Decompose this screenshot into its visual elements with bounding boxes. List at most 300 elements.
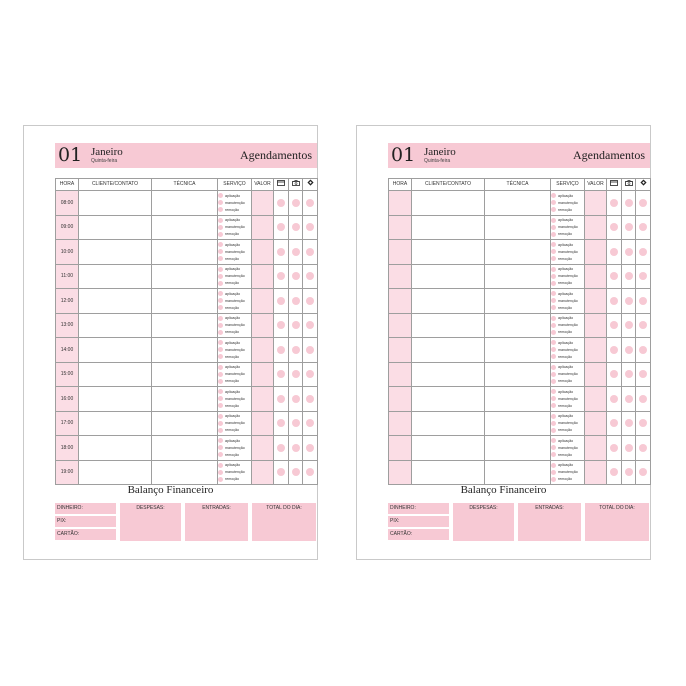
client-cell[interactable] bbox=[79, 289, 152, 314]
service-option[interactable] bbox=[551, 339, 584, 346]
radio-dot-icon[interactable] bbox=[551, 200, 556, 205]
payment-checkbox-circle[interactable] bbox=[610, 419, 618, 427]
radio-dot-icon[interactable] bbox=[551, 445, 556, 450]
service-option[interactable] bbox=[218, 266, 251, 273]
client-cell[interactable] bbox=[412, 411, 485, 436]
pix-field[interactable]: PIX: bbox=[55, 516, 116, 527]
service-option[interactable] bbox=[218, 462, 251, 469]
service-option[interactable] bbox=[551, 231, 584, 238]
income-field[interactable]: ENTRADAS: bbox=[185, 503, 248, 541]
tech-cell[interactable] bbox=[485, 460, 551, 485]
payment-checkbox-circle[interactable] bbox=[610, 444, 618, 452]
payment-checkbox-circle[interactable] bbox=[625, 419, 633, 427]
radio-dot-icon[interactable] bbox=[218, 207, 223, 212]
service-option[interactable] bbox=[218, 353, 251, 360]
radio-dot-icon[interactable] bbox=[551, 242, 556, 247]
radio-dot-icon[interactable] bbox=[551, 316, 556, 321]
value-cell[interactable] bbox=[585, 338, 607, 363]
radio-dot-icon[interactable] bbox=[218, 365, 223, 370]
service-option[interactable] bbox=[218, 420, 251, 427]
service-option[interactable] bbox=[218, 255, 251, 262]
payment-checkbox-circle[interactable] bbox=[292, 419, 300, 427]
service-option[interactable] bbox=[551, 388, 584, 395]
payment-checkbox-circle[interactable] bbox=[306, 419, 314, 427]
radio-dot-icon[interactable] bbox=[218, 193, 223, 198]
radio-dot-icon[interactable] bbox=[218, 323, 223, 328]
service-option[interactable] bbox=[218, 378, 251, 385]
payment-checkbox-circle[interactable] bbox=[639, 444, 647, 452]
radio-dot-icon[interactable] bbox=[218, 267, 223, 272]
client-cell[interactable] bbox=[79, 215, 152, 240]
payment-checkbox-circle[interactable] bbox=[610, 297, 618, 305]
payment-checkbox-circle[interactable] bbox=[277, 223, 285, 231]
client-cell[interactable] bbox=[79, 264, 152, 289]
service-option[interactable] bbox=[551, 395, 584, 402]
hour-cell[interactable] bbox=[389, 338, 412, 363]
hour-cell[interactable] bbox=[389, 264, 412, 289]
radio-dot-icon[interactable] bbox=[551, 421, 556, 426]
service-option[interactable] bbox=[551, 469, 584, 476]
hour-cell[interactable] bbox=[389, 289, 412, 314]
payment-checkbox-circle[interactable] bbox=[306, 370, 314, 378]
radio-dot-icon[interactable] bbox=[551, 354, 556, 359]
radio-dot-icon[interactable] bbox=[218, 403, 223, 408]
payment-checkbox-circle[interactable] bbox=[306, 321, 314, 329]
tech-cell[interactable] bbox=[485, 215, 551, 240]
radio-dot-icon[interactable] bbox=[218, 274, 223, 279]
payment-checkbox-circle[interactable] bbox=[610, 321, 618, 329]
service-option[interactable] bbox=[551, 248, 584, 255]
client-cell[interactable] bbox=[79, 387, 152, 412]
hour-cell[interactable] bbox=[389, 215, 412, 240]
radio-dot-icon[interactable] bbox=[218, 281, 223, 286]
tech-cell[interactable] bbox=[152, 436, 218, 461]
payment-checkbox-circle[interactable] bbox=[292, 444, 300, 452]
value-cell[interactable] bbox=[252, 289, 274, 314]
client-cell[interactable] bbox=[79, 313, 152, 338]
client-cell[interactable] bbox=[79, 460, 152, 485]
payment-checkbox-circle[interactable] bbox=[292, 297, 300, 305]
radio-dot-icon[interactable] bbox=[218, 421, 223, 426]
service-option[interactable] bbox=[218, 241, 251, 248]
radio-dot-icon[interactable] bbox=[218, 347, 223, 352]
radio-dot-icon[interactable] bbox=[551, 389, 556, 394]
service-option[interactable] bbox=[551, 346, 584, 353]
payment-checkbox-circle[interactable] bbox=[306, 297, 314, 305]
payment-checkbox-circle[interactable] bbox=[610, 223, 618, 231]
service-option[interactable] bbox=[551, 427, 584, 434]
tech-cell[interactable] bbox=[485, 240, 551, 265]
payment-checkbox-circle[interactable] bbox=[306, 468, 314, 476]
payment-checkbox-circle[interactable] bbox=[639, 321, 647, 329]
payment-checkbox-circle[interactable] bbox=[625, 199, 633, 207]
radio-dot-icon[interactable] bbox=[218, 477, 223, 482]
service-option[interactable] bbox=[218, 402, 251, 409]
radio-dot-icon[interactable] bbox=[551, 372, 556, 377]
service-option[interactable] bbox=[551, 290, 584, 297]
client-cell[interactable] bbox=[412, 436, 485, 461]
value-cell[interactable] bbox=[252, 362, 274, 387]
tech-cell[interactable] bbox=[152, 460, 218, 485]
service-option[interactable] bbox=[551, 402, 584, 409]
radio-dot-icon[interactable] bbox=[551, 291, 556, 296]
value-cell[interactable] bbox=[252, 215, 274, 240]
radio-dot-icon[interactable] bbox=[218, 470, 223, 475]
value-cell[interactable] bbox=[252, 264, 274, 289]
service-option[interactable] bbox=[551, 413, 584, 420]
service-option[interactable] bbox=[551, 315, 584, 322]
payment-checkbox-circle[interactable] bbox=[277, 444, 285, 452]
radio-dot-icon[interactable] bbox=[551, 256, 556, 261]
radio-dot-icon[interactable] bbox=[551, 438, 556, 443]
service-option[interactable] bbox=[218, 364, 251, 371]
service-option[interactable] bbox=[218, 248, 251, 255]
radio-dot-icon[interactable] bbox=[551, 452, 556, 457]
payment-checkbox-circle[interactable] bbox=[625, 321, 633, 329]
client-cell[interactable] bbox=[79, 338, 152, 363]
radio-dot-icon[interactable] bbox=[218, 452, 223, 457]
payment-checkbox-circle[interactable] bbox=[292, 346, 300, 354]
tech-cell[interactable] bbox=[485, 313, 551, 338]
radio-dot-icon[interactable] bbox=[218, 354, 223, 359]
payment-checkbox-circle[interactable] bbox=[639, 419, 647, 427]
value-cell[interactable] bbox=[585, 460, 607, 485]
payment-checkbox-circle[interactable] bbox=[277, 248, 285, 256]
payment-checkbox-circle[interactable] bbox=[292, 370, 300, 378]
service-option[interactable] bbox=[218, 469, 251, 476]
radio-dot-icon[interactable] bbox=[551, 232, 556, 237]
value-cell[interactable] bbox=[585, 436, 607, 461]
service-option[interactable] bbox=[218, 280, 251, 287]
radio-dot-icon[interactable] bbox=[551, 225, 556, 230]
radio-dot-icon[interactable] bbox=[551, 323, 556, 328]
radio-dot-icon[interactable] bbox=[551, 249, 556, 254]
payment-checkbox-circle[interactable] bbox=[292, 248, 300, 256]
radio-dot-icon[interactable] bbox=[218, 379, 223, 384]
value-cell[interactable] bbox=[585, 215, 607, 240]
radio-dot-icon[interactable] bbox=[551, 207, 556, 212]
payment-checkbox-circle[interactable] bbox=[277, 321, 285, 329]
radio-dot-icon[interactable] bbox=[218, 249, 223, 254]
radio-dot-icon[interactable] bbox=[551, 305, 556, 310]
pix-field[interactable]: PIX: bbox=[388, 516, 449, 527]
payment-checkbox-circle[interactable] bbox=[625, 297, 633, 305]
service-option[interactable] bbox=[551, 371, 584, 378]
service-option[interactable] bbox=[218, 437, 251, 444]
payment-checkbox-circle[interactable] bbox=[610, 272, 618, 280]
tech-cell[interactable] bbox=[485, 289, 551, 314]
radio-dot-icon[interactable] bbox=[551, 470, 556, 475]
payment-checkbox-circle[interactable] bbox=[610, 199, 618, 207]
value-cell[interactable] bbox=[252, 240, 274, 265]
tech-cell[interactable] bbox=[152, 362, 218, 387]
radio-dot-icon[interactable] bbox=[551, 403, 556, 408]
service-option[interactable] bbox=[551, 217, 584, 224]
hour-cell[interactable] bbox=[389, 313, 412, 338]
radio-dot-icon[interactable] bbox=[218, 414, 223, 419]
service-option[interactable] bbox=[218, 444, 251, 451]
payment-checkbox-circle[interactable] bbox=[625, 223, 633, 231]
payment-checkbox-circle[interactable] bbox=[292, 395, 300, 403]
service-option[interactable] bbox=[551, 451, 584, 458]
client-cell[interactable] bbox=[412, 240, 485, 265]
payment-checkbox-circle[interactable] bbox=[610, 248, 618, 256]
payment-checkbox-circle[interactable] bbox=[625, 444, 633, 452]
value-cell[interactable] bbox=[585, 313, 607, 338]
payment-checkbox-circle[interactable] bbox=[639, 395, 647, 403]
radio-dot-icon[interactable] bbox=[218, 463, 223, 468]
radio-dot-icon[interactable] bbox=[551, 330, 556, 335]
daily-total-field[interactable]: TOTAL DO DIA: bbox=[585, 503, 649, 541]
service-option[interactable] bbox=[551, 304, 584, 311]
radio-dot-icon[interactable] bbox=[218, 225, 223, 230]
card-field[interactable]: CARTÃO: bbox=[388, 529, 449, 540]
service-option[interactable] bbox=[218, 413, 251, 420]
payment-checkbox-circle[interactable] bbox=[292, 468, 300, 476]
service-option[interactable] bbox=[218, 451, 251, 458]
payment-checkbox-circle[interactable] bbox=[292, 272, 300, 280]
service-option[interactable] bbox=[551, 266, 584, 273]
client-cell[interactable] bbox=[412, 362, 485, 387]
value-cell[interactable] bbox=[585, 387, 607, 412]
service-option[interactable] bbox=[551, 476, 584, 483]
payment-checkbox-circle[interactable] bbox=[639, 297, 647, 305]
client-cell[interactable] bbox=[412, 387, 485, 412]
radio-dot-icon[interactable] bbox=[551, 340, 556, 345]
payment-checkbox-circle[interactable] bbox=[306, 272, 314, 280]
value-cell[interactable] bbox=[252, 436, 274, 461]
service-option[interactable] bbox=[218, 199, 251, 206]
service-option[interactable] bbox=[218, 339, 251, 346]
client-cell[interactable] bbox=[412, 215, 485, 240]
payment-checkbox-circle[interactable] bbox=[639, 223, 647, 231]
radio-dot-icon[interactable] bbox=[218, 428, 223, 433]
tech-cell[interactable] bbox=[485, 338, 551, 363]
payment-checkbox-circle[interactable] bbox=[306, 199, 314, 207]
service-option[interactable] bbox=[218, 371, 251, 378]
payment-checkbox-circle[interactable] bbox=[277, 419, 285, 427]
radio-dot-icon[interactable] bbox=[551, 347, 556, 352]
radio-dot-icon[interactable] bbox=[218, 298, 223, 303]
radio-dot-icon[interactable] bbox=[218, 445, 223, 450]
service-option[interactable] bbox=[218, 388, 251, 395]
client-cell[interactable] bbox=[412, 264, 485, 289]
value-cell[interactable] bbox=[585, 362, 607, 387]
tech-cell[interactable] bbox=[152, 289, 218, 314]
radio-dot-icon[interactable] bbox=[551, 281, 556, 286]
payment-checkbox-circle[interactable] bbox=[277, 272, 285, 280]
cash-field[interactable]: DINHEIRO: bbox=[55, 503, 116, 514]
service-option[interactable] bbox=[551, 273, 584, 280]
tech-cell[interactable] bbox=[152, 215, 218, 240]
service-option[interactable] bbox=[551, 329, 584, 336]
service-option[interactable] bbox=[551, 353, 584, 360]
radio-dot-icon[interactable] bbox=[218, 232, 223, 237]
radio-dot-icon[interactable] bbox=[551, 274, 556, 279]
hour-cell[interactable] bbox=[389, 436, 412, 461]
payment-checkbox-circle[interactable] bbox=[277, 346, 285, 354]
radio-dot-icon[interactable] bbox=[218, 389, 223, 394]
payment-checkbox-circle[interactable] bbox=[306, 395, 314, 403]
payment-checkbox-circle[interactable] bbox=[277, 297, 285, 305]
hour-cell[interactable] bbox=[389, 191, 412, 216]
value-cell[interactable] bbox=[585, 191, 607, 216]
payment-checkbox-circle[interactable] bbox=[639, 468, 647, 476]
tech-cell[interactable] bbox=[485, 387, 551, 412]
tech-cell[interactable] bbox=[485, 362, 551, 387]
value-cell[interactable] bbox=[252, 191, 274, 216]
value-cell[interactable] bbox=[252, 387, 274, 412]
service-option[interactable] bbox=[551, 364, 584, 371]
expenses-field[interactable]: DESPESAS: bbox=[120, 503, 181, 541]
value-cell[interactable] bbox=[585, 264, 607, 289]
payment-checkbox-circle[interactable] bbox=[625, 346, 633, 354]
payment-checkbox-circle[interactable] bbox=[639, 248, 647, 256]
payment-checkbox-circle[interactable] bbox=[639, 346, 647, 354]
service-option[interactable] bbox=[551, 322, 584, 329]
radio-dot-icon[interactable] bbox=[218, 256, 223, 261]
service-option[interactable] bbox=[551, 444, 584, 451]
hour-cell[interactable] bbox=[389, 460, 412, 485]
radio-dot-icon[interactable] bbox=[218, 372, 223, 377]
radio-dot-icon[interactable] bbox=[551, 477, 556, 482]
radio-dot-icon[interactable] bbox=[218, 438, 223, 443]
radio-dot-icon[interactable] bbox=[218, 242, 223, 247]
payment-checkbox-circle[interactable] bbox=[610, 395, 618, 403]
payment-checkbox-circle[interactable] bbox=[292, 199, 300, 207]
card-field[interactable]: CARTÃO: bbox=[55, 529, 116, 540]
radio-dot-icon[interactable] bbox=[551, 396, 556, 401]
radio-dot-icon[interactable] bbox=[551, 193, 556, 198]
payment-checkbox-circle[interactable] bbox=[306, 346, 314, 354]
value-cell[interactable] bbox=[585, 411, 607, 436]
hour-cell[interactable] bbox=[389, 387, 412, 412]
service-option[interactable] bbox=[218, 231, 251, 238]
service-option[interactable] bbox=[218, 304, 251, 311]
daily-total-field[interactable]: TOTAL DO DIA: bbox=[252, 503, 316, 541]
payment-checkbox-circle[interactable] bbox=[625, 468, 633, 476]
payment-checkbox-circle[interactable] bbox=[292, 223, 300, 231]
income-field[interactable]: ENTRADAS: bbox=[518, 503, 581, 541]
service-option[interactable] bbox=[551, 241, 584, 248]
payment-checkbox-circle[interactable] bbox=[639, 199, 647, 207]
service-option[interactable] bbox=[218, 427, 251, 434]
radio-dot-icon[interactable] bbox=[218, 330, 223, 335]
client-cell[interactable] bbox=[79, 362, 152, 387]
payment-checkbox-circle[interactable] bbox=[625, 248, 633, 256]
client-cell[interactable] bbox=[412, 460, 485, 485]
radio-dot-icon[interactable] bbox=[551, 298, 556, 303]
radio-dot-icon[interactable] bbox=[218, 200, 223, 205]
service-option[interactable] bbox=[551, 224, 584, 231]
radio-dot-icon[interactable] bbox=[551, 267, 556, 272]
service-option[interactable] bbox=[551, 378, 584, 385]
service-option[interactable] bbox=[218, 297, 251, 304]
radio-dot-icon[interactable] bbox=[218, 340, 223, 345]
service-option[interactable] bbox=[218, 329, 251, 336]
payment-checkbox-circle[interactable] bbox=[610, 468, 618, 476]
client-cell[interactable] bbox=[412, 191, 485, 216]
payment-checkbox-circle[interactable] bbox=[292, 321, 300, 329]
service-option[interactable] bbox=[218, 395, 251, 402]
radio-dot-icon[interactable] bbox=[218, 316, 223, 321]
payment-checkbox-circle[interactable] bbox=[277, 370, 285, 378]
client-cell[interactable] bbox=[79, 411, 152, 436]
client-cell[interactable] bbox=[79, 436, 152, 461]
payment-checkbox-circle[interactable] bbox=[610, 346, 618, 354]
payment-checkbox-circle[interactable] bbox=[306, 223, 314, 231]
payment-checkbox-circle[interactable] bbox=[639, 370, 647, 378]
service-option[interactable] bbox=[218, 322, 251, 329]
tech-cell[interactable] bbox=[485, 411, 551, 436]
hour-cell[interactable] bbox=[389, 362, 412, 387]
value-cell[interactable] bbox=[585, 240, 607, 265]
cash-field[interactable]: DINHEIRO: bbox=[388, 503, 449, 514]
hour-cell[interactable] bbox=[389, 411, 412, 436]
payment-checkbox-circle[interactable] bbox=[277, 468, 285, 476]
payment-checkbox-circle[interactable] bbox=[625, 395, 633, 403]
tech-cell[interactable] bbox=[152, 240, 218, 265]
value-cell[interactable] bbox=[252, 460, 274, 485]
client-cell[interactable] bbox=[412, 338, 485, 363]
payment-checkbox-circle[interactable] bbox=[306, 248, 314, 256]
service-option[interactable] bbox=[551, 280, 584, 287]
payment-checkbox-circle[interactable] bbox=[277, 395, 285, 403]
service-option[interactable] bbox=[218, 224, 251, 231]
radio-dot-icon[interactable] bbox=[218, 291, 223, 296]
client-cell[interactable] bbox=[79, 191, 152, 216]
client-cell[interactable] bbox=[412, 313, 485, 338]
tech-cell[interactable] bbox=[152, 411, 218, 436]
radio-dot-icon[interactable] bbox=[551, 379, 556, 384]
tech-cell[interactable] bbox=[152, 313, 218, 338]
service-option[interactable] bbox=[218, 192, 251, 199]
client-cell[interactable] bbox=[79, 240, 152, 265]
radio-dot-icon[interactable] bbox=[218, 218, 223, 223]
service-option[interactable] bbox=[551, 420, 584, 427]
service-option[interactable] bbox=[551, 199, 584, 206]
value-cell[interactable] bbox=[252, 338, 274, 363]
payment-checkbox-circle[interactable] bbox=[306, 444, 314, 452]
value-cell[interactable] bbox=[252, 411, 274, 436]
payment-checkbox-circle[interactable] bbox=[625, 272, 633, 280]
radio-dot-icon[interactable] bbox=[551, 428, 556, 433]
value-cell[interactable] bbox=[585, 289, 607, 314]
service-option[interactable] bbox=[218, 217, 251, 224]
service-option[interactable] bbox=[218, 290, 251, 297]
tech-cell[interactable] bbox=[152, 387, 218, 412]
tech-cell[interactable] bbox=[485, 436, 551, 461]
radio-dot-icon[interactable] bbox=[218, 396, 223, 401]
service-option[interactable] bbox=[551, 437, 584, 444]
tech-cell[interactable] bbox=[485, 264, 551, 289]
service-option[interactable] bbox=[551, 206, 584, 213]
radio-dot-icon[interactable] bbox=[551, 365, 556, 370]
radio-dot-icon[interactable] bbox=[551, 463, 556, 468]
payment-checkbox-circle[interactable] bbox=[625, 370, 633, 378]
radio-dot-icon[interactable] bbox=[218, 305, 223, 310]
payment-checkbox-circle[interactable] bbox=[639, 272, 647, 280]
service-option[interactable] bbox=[551, 192, 584, 199]
service-option[interactable] bbox=[551, 255, 584, 262]
service-option[interactable] bbox=[551, 297, 584, 304]
radio-dot-icon[interactable] bbox=[551, 218, 556, 223]
service-option[interactable] bbox=[551, 462, 584, 469]
client-cell[interactable] bbox=[412, 289, 485, 314]
service-option[interactable] bbox=[218, 476, 251, 483]
service-option[interactable] bbox=[218, 273, 251, 280]
service-option[interactable] bbox=[218, 346, 251, 353]
